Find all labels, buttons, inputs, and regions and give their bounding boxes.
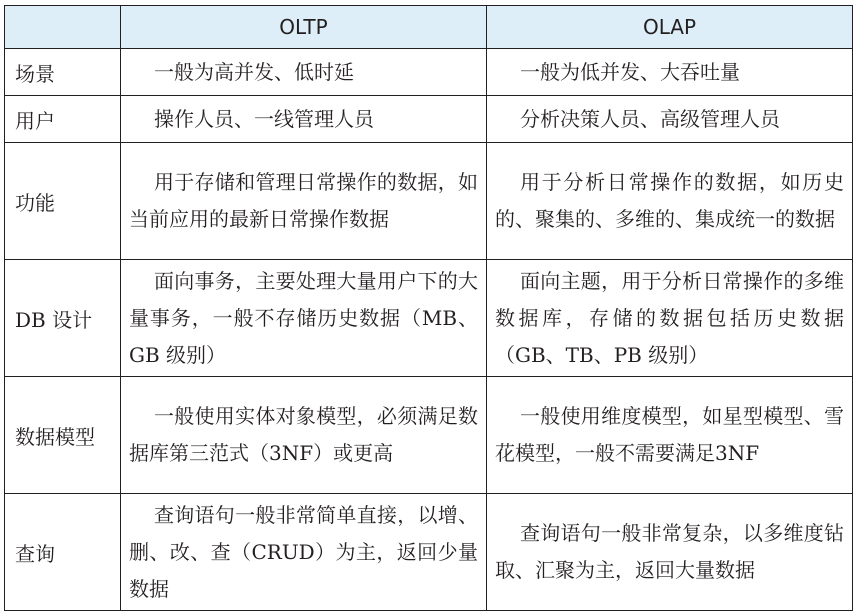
oltp-cell: 一般使用实体对象模型，必须满足数据库第三范式（3NF）或更高 [121, 377, 487, 494]
row-label: DB 设计 [5, 260, 121, 377]
header-row [5, 6, 853, 49]
olap-cell: 面向主题，用于分析日常操作的多维数据库，存储的数据包括历史数据（GB、TB、PB 级别） [487, 260, 853, 377]
olap-cell: 一般为低并发、大吞吐量 [487, 49, 853, 96]
table-row-function [5, 143, 853, 260]
header-olap: OLAP [487, 6, 853, 49]
oltp-cell: 查询语句一般非常简单直接，以增、删、改、查（CRUD）为主，返回少量数据 [121, 494, 487, 611]
oltp-cell: 面向事务，主要处理大量用户下的大量事务，一般不存储历史数据（MB、GB 级别） [121, 260, 487, 377]
row-label: 用户 [5, 96, 121, 143]
oltp-cell: 一般为高并发、低时延 [121, 49, 487, 96]
oltp-cell: 操作人员、一线管理人员 [121, 96, 487, 143]
oltp-olap-comparison-table [4, 5, 853, 611]
table-row-data-model [5, 377, 853, 494]
olap-cell: 分析决策人员、高级管理人员 [487, 96, 853, 143]
row-label: 数据模型 [5, 377, 121, 494]
row-label: 查询 [5, 494, 121, 611]
row-label: 功能 [5, 143, 121, 260]
olap-cell: 用于分析日常操作的数据，如历史的、聚集的、多维的、集成统一的数据 [487, 143, 853, 260]
header-corner-cell [5, 6, 121, 49]
table-row-query [5, 494, 853, 611]
table-row-scenario [5, 49, 853, 96]
row-label: 场景 [5, 49, 121, 96]
oltp-cell: 用于存储和管理日常操作的数据，如当前应用的最新日常操作数据 [121, 143, 487, 260]
table-row-user [5, 96, 853, 143]
olap-cell: 查询语句一般非常复杂，以多维度钻取、汇聚为主，返回大量数据 [487, 494, 853, 611]
header-oltp: OLTP [121, 6, 487, 49]
olap-cell: 一般使用维度模型，如星型模型、雪花模型，一般不需要满足3NF [487, 377, 853, 494]
table-row-db-design [5, 260, 853, 377]
